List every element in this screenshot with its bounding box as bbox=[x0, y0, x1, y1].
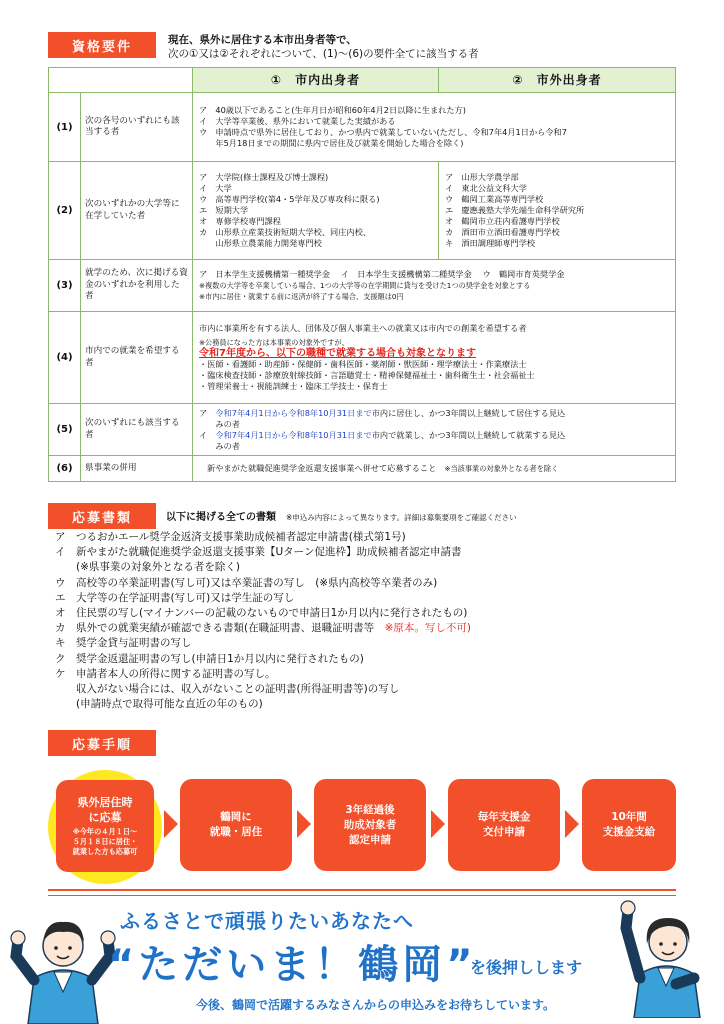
documents-heading: 以下に掲げる全ての書類 ※申込み内容によって異なります。詳細は募集要項をご確認ください bbox=[166, 512, 517, 523]
row-number: (6) bbox=[49, 456, 81, 482]
table-row bbox=[49, 93, 676, 162]
intro-line2: 次の①又は②それぞれについて、(1)～(6)の要件全てに該当する者 bbox=[168, 48, 479, 60]
documents-list bbox=[55, 530, 471, 712]
school-item: オ 専修学校専門課程 bbox=[199, 216, 281, 226]
list-item: ウ 高校等の卒業証明書(写し可)又は卒業証書の写し (※県内高校等卒業者のみ) bbox=[55, 576, 438, 589]
flow-arrow-icon bbox=[565, 810, 579, 838]
list-item: カ 県外での就業実績が確認できる書類(在職証明書、退職証明書等 ※原本。写し不可) bbox=[55, 622, 472, 635]
flow-step-payment: 10年間 支援金支給 bbox=[582, 779, 676, 871]
flow-arrow-icon bbox=[297, 810, 311, 838]
person-left-icon bbox=[8, 900, 118, 1024]
list-item: オ 住民票の写し(マイナンバーの記載のないもので申請日1か月以内に発行されたもの) bbox=[55, 607, 468, 620]
school-item: ウ 高等専門学校(第4・5学年及び専攻科に限る) bbox=[199, 194, 380, 204]
residence-condition: ア 令和7年4月1日から令和8年10月31日まで市内に居住し、かつ3年間以上継続して居住する見込 bbox=[199, 407, 566, 418]
prefecture-program: 新やまがた就職促進奨学金返還支援事業へ併せて応募すること ※当該事業の対象外となる者を除く bbox=[207, 463, 559, 473]
flow-arrow-icon bbox=[164, 810, 178, 838]
documents-tag: 応募書類 bbox=[48, 503, 156, 529]
job-list: ・臨床検査技師・診療放射線技師・言語聴覚士・精神保健福祉士・歯科衛生士・社会福祉士 bbox=[199, 370, 535, 380]
flow-step-employment: 鶴岡に 就職・居住 bbox=[180, 779, 292, 871]
row-content bbox=[193, 93, 676, 162]
table-header bbox=[49, 68, 676, 93]
row-content bbox=[193, 456, 676, 482]
school-item: キ 酒田調理師専門学校 bbox=[445, 238, 536, 248]
school-item: カ 酒田市立酒田看護専門学校 bbox=[445, 227, 560, 237]
employment-condition-cont: みの者 bbox=[199, 440, 240, 451]
row-number: (3) bbox=[49, 260, 81, 312]
col-local-header: ① 市内出身者 bbox=[193, 68, 439, 93]
eligibility-tag: 資格要件 bbox=[48, 32, 156, 58]
school-item: 山形県立農業能力開発専門校 bbox=[199, 238, 322, 248]
scholarship-note: ※市内に居住・就業する前に返済が終了する場合、支援額は0円 bbox=[199, 292, 404, 301]
list-item: イ 新やまがた就職促進奨学金返還支援事業【Uターン促進枠】助成候補者認定申請書 bbox=[55, 546, 462, 559]
row-category: 県事業の併用 bbox=[81, 456, 193, 482]
flow-step-certification: 3年経過後 助成対象者 認定申請 bbox=[314, 779, 426, 871]
job-list: ・医師・看護師・助産師・保健師・歯科医師・薬剤師・獣医師・理学療法士・作業療法士 bbox=[199, 359, 527, 369]
list-item: ア つるおかエール奨学金返済支援事業助成候補者認定申請書(様式第1号) bbox=[55, 531, 406, 543]
banner-footer: 今後、鶴岡で活躍するみなさんからの申込みをお待ちしています。 bbox=[196, 998, 556, 1012]
new-occupations-highlight: 令和7年度から、以下の職種で就業する場合も対象となります bbox=[199, 348, 476, 359]
person-right-icon bbox=[614, 888, 720, 1018]
step-note: 就業した方も応募可 bbox=[72, 847, 138, 856]
row-number: (2) bbox=[49, 162, 81, 260]
col-outside-header: ② 市外出身者 bbox=[439, 68, 676, 93]
list-item: エ 大学等の在学証明書(写し可)又は学生証の写し bbox=[55, 591, 295, 604]
table-row bbox=[49, 456, 676, 482]
row-category: 次のいずれかの大学等に在学していた者 bbox=[81, 162, 193, 260]
step-note: ５月１８日に居住・ bbox=[72, 837, 138, 846]
list-item: キ 奨学金貸与証明書の写し bbox=[55, 637, 192, 650]
req-line: 年5月18日までの期間に県内で居住及び就業を開始した場合を除く) bbox=[199, 138, 464, 148]
eligibility-table bbox=[48, 67, 676, 482]
school-item: エ 短期大学 bbox=[199, 205, 249, 215]
job-list: ・管理栄養士・視能訓練士・臨床工学技士・保育士 bbox=[199, 381, 388, 391]
table-row bbox=[49, 260, 676, 312]
row-number: (1) bbox=[49, 93, 81, 162]
list-item: (※県事業の対象外となる者を除く) bbox=[55, 561, 240, 574]
civil-servant-note: ※公務員になった方は本事業の対象外ですが、 bbox=[199, 338, 349, 347]
row-number: (5) bbox=[49, 404, 81, 456]
school-item: カ 山形県立産業技術短期大学校、同庄内校、 bbox=[199, 227, 371, 237]
table-row bbox=[49, 312, 676, 404]
list-item: ケ 申請者本人の所得に関する証明書の写し。 bbox=[55, 667, 276, 680]
employment-condition: イ 令和7年4月1日から令和8年10月31日まで市内で就業し、かつ3年間以上継続して就業する見込 bbox=[199, 429, 566, 440]
school-item: イ 大学 bbox=[199, 183, 232, 193]
flow-tag: 応募手順 bbox=[48, 730, 156, 756]
eligibility-intro bbox=[168, 33, 479, 61]
req-line: イ 大学等卒業後、県外において就業した実績がある bbox=[199, 116, 396, 126]
table-row bbox=[49, 162, 676, 260]
row-number: (4) bbox=[49, 312, 81, 404]
school-item: エ 慶應義塾大学先端生命科学研究所 bbox=[445, 205, 585, 215]
school-item: イ 東北公益文科大学 bbox=[445, 183, 527, 193]
intro-line1: 現在、県外に居住する本市出身者等で、 bbox=[168, 34, 357, 46]
residence-condition-cont: みの者 bbox=[199, 418, 240, 429]
scholarship-list: ア 日本学生支援機構第一種奨学金 イ 日本学生支援機構第二種奨学金 ウ 鶴岡市育英奨学金 bbox=[199, 269, 565, 279]
row-local-schools bbox=[193, 162, 439, 260]
school-item: ア 山形大学農学部 bbox=[445, 172, 519, 182]
scholarship-note: ※複数の大学等を卒業している場合、1つの大学等の在学期間に貸与を受けた1つの奨学金を対象とする bbox=[199, 281, 531, 290]
row-outside-schools bbox=[439, 162, 676, 260]
row-category: 次の各号のいずれにも該当する者 bbox=[81, 93, 193, 162]
flow-step-apply bbox=[48, 770, 162, 884]
row-content bbox=[193, 312, 676, 404]
row-content bbox=[193, 260, 676, 312]
step-title: に応募 bbox=[88, 811, 122, 824]
step-note: ※今年の４月１日～ bbox=[72, 827, 138, 836]
employment-text: 市内に事業所を有する法人、団体及び個人事業主への就業又は市内での創業を希望する者 bbox=[199, 323, 527, 333]
req-line: ウ 申請時点で県外に居住しており、かつ県内で就業していない(ただし、令和7年4月1日から令和7 bbox=[199, 127, 567, 137]
divider bbox=[48, 895, 676, 896]
row-category: 次のいずれにも該当する者 bbox=[81, 404, 193, 456]
school-item: ア 大学院(修士課程及び博士課程) bbox=[199, 172, 329, 182]
banner-title: “ただいま！鶴岡” bbox=[108, 942, 477, 988]
list-item: (申請時点で取得可能な直近の年のもの) bbox=[55, 698, 263, 711]
row-category: 就学のため、次に掲げる資金のいずれかを利用した者 bbox=[81, 260, 193, 312]
list-item: ク 奨学金返還証明書の写し(申請日1か月以内に発行されたもの) bbox=[55, 652, 364, 665]
flow-arrow-icon bbox=[431, 810, 445, 838]
divider bbox=[48, 889, 676, 891]
list-item: 収入がない場合には、収入がないことの証明書(所得証明書等)の写し bbox=[55, 683, 400, 696]
school-item: オ 鶴岡市立荘内看護専門学校 bbox=[445, 216, 560, 226]
banner-tagline: を後押しします bbox=[470, 958, 583, 977]
banner-subtitle: ふるさとで頑張りたいあなたへ bbox=[120, 909, 414, 933]
step-title: 県外居住時 bbox=[77, 796, 133, 809]
table-row bbox=[49, 404, 676, 456]
row-content bbox=[193, 404, 676, 456]
row-category: 市内での就業を希望する者 bbox=[81, 312, 193, 404]
flow-step-annual-application: 毎年支援金 交付申請 bbox=[448, 779, 560, 871]
school-item: ウ 鶴岡工業高等専門学校 bbox=[445, 194, 544, 204]
req-line: ア 40歳以下であること(生年月日が昭和60年4月2日以降に生まれた方) bbox=[199, 105, 466, 115]
